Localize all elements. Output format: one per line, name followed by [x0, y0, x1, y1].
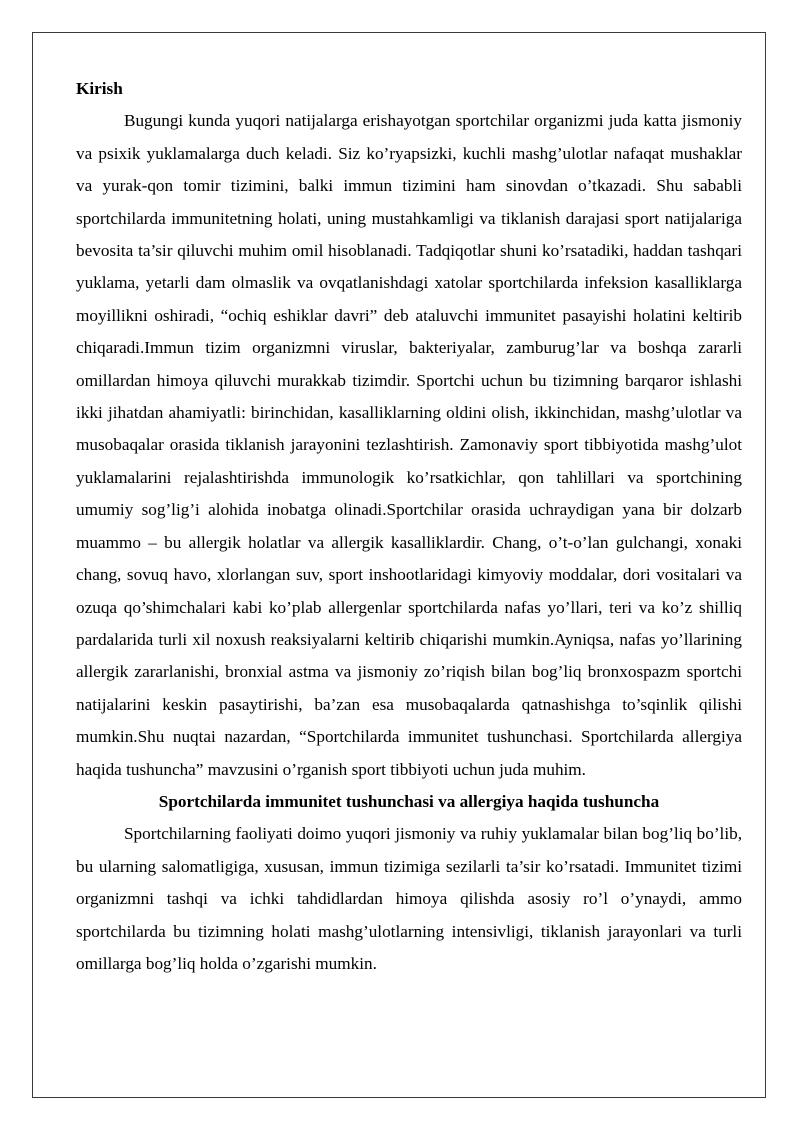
section-paragraph: Sportchilarning faoliyati doimo yuqori jismoniy va ruhiy yuklamalar bilan bog’liq bo’lib, bu ularning salomatligiga, xususan, immun tizimiga sezilarli ta’sir ko’rsatadi. Immunitet tizimi organizmni tashqi va ichki tahdidlardan himoya qilishda asosiy ro’l o’ynaydi, ammo sportchilarda bu tizimning holati mashg’ulotlarning intensivligi, tiklanish jarayonlari va turli omillarga bog’liq holda o’zgarishi mumkin.	[76, 824, 742, 973]
document-body	[76, 73, 742, 980]
section-heading: Sportchilarda immunitet tushunchasi va allergiya haqida tushuncha	[158, 791, 660, 811]
intro-heading: Kirish	[76, 79, 123, 98]
intro-paragraph: Bugungi kunda yuqori natijalarga erishayotgan sportchilar organizmi juda katta jismoniy va psixik yuklamalarga duch keladi. Siz ko’ryapsizki, kuchli mashg’ulotlar nafaqat mushaklar va yurak-qon tomir tizimini, balki immun tizimini ham sinovdan o’tkazadi. Shu sababli sportchilarda immunitetning holati, uning mustahkamligi va tiklanish darajasi sport natijalariga bevosita ta’sir qiluvchi muhim omil hisoblanadi. Tadqiqotlar shuni ko’rsatadiki, haddan tashqari yuklama, yetarli dam olmaslik va ovqatlanishdagi xatolar sportchilarda infeksion kasalliklarga moyillikni oshiradi, “ochiq eshiklar davri” deb ataluvchi immunitet pasayishi holatini keltirib chiqaradi.Immun tizim organizmni viruslar, bakteriyalar, zamburug’lar va boshqa zararli omillardan himoya qiluvchi murakkab tizimdir. Sportchi uchun bu tizimning barqaror ishlashi ikki jihatdan ahamiyatli: birinchidan, kasalliklarning oldini olish, ikkinchidan, mashg’ulotlar va musobaqalar orasida tiklanish jarayonini tezlashtirish. Zamonaviy sport tibbiyotida mashg’ulot yuklamalarini rejalashtirishda immunologik ko’rsatkichlar, qon tahlillari va sportchining umumiy sog’lig’i alohida inobatga olinadi.Sportchilar orasida uchraydigan yana bir dolzarb muammo – bu allergik holatlar va allergik kasalliklardir. Chang, o’t-o’lan gulchangi, xonaki chang, sovuq havo, xlorlangan suv, sport inshootlaridagi kimyoviy moddalar, dori vositalari va ozuqa qo’shimchalari kabi ko’plab allergenlar sportchilarda nafas yo’llari, teri va ko’z shilliq pardalarida turli xil noxush reaksiyalarni keltirib chiqarishi mumkin.Ayniqsa, nafas yo’llarining allergik zararlanishi, bronxial astma va jismoniy zo’riqish bilan bog’liq bronxospazm sportchi natijalarini keskin pasaytirishi, ba’zan esa musobaqalarda qatnashishga to’sqinlik qilishi mumkin.Shu nuqtai nazardan, “Sportchilarda immunitet tushunchasi. Sportchilarda allergiya haqida tushuncha” mavzusini o’rganish sport tibbiyoti uchun juda muhim.	[76, 111, 742, 779]
